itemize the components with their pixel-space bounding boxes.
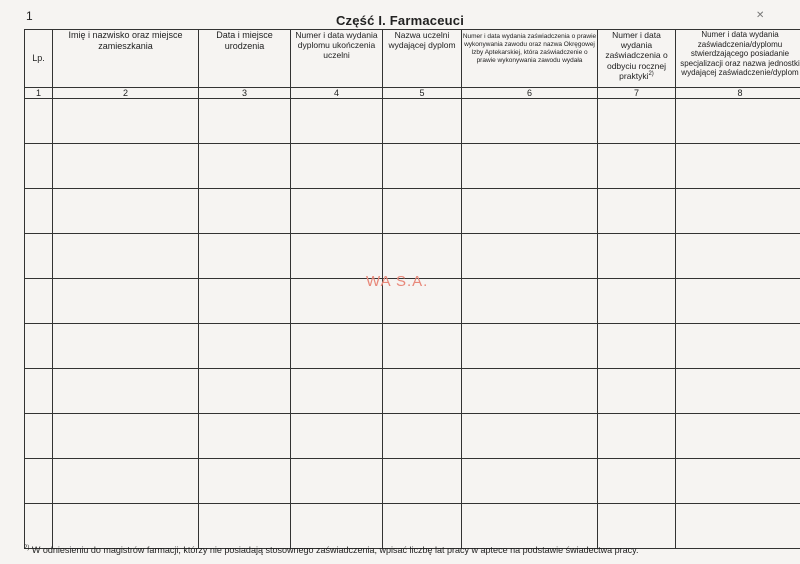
empty-entry-cell — [291, 189, 383, 234]
column-header-university: Nazwa uczelni wydającej dyplom — [383, 30, 462, 88]
empty-entry-cell — [291, 324, 383, 369]
empty-entry-cell — [199, 369, 291, 414]
empty-entry-cell — [291, 99, 383, 144]
empty-entry-cell — [676, 459, 800, 504]
empty-entry-cell — [25, 234, 53, 279]
empty-entry-cell — [199, 459, 291, 504]
table-row — [25, 414, 800, 459]
empty-entry-cell — [25, 459, 53, 504]
empty-entry-cell — [598, 369, 676, 414]
table-row — [25, 99, 800, 144]
table-row — [25, 504, 800, 549]
empty-entry-cell — [383, 369, 462, 414]
empty-entry-cell — [598, 324, 676, 369]
empty-entry-cell — [676, 279, 800, 324]
empty-entry-cell — [199, 189, 291, 234]
empty-entry-cell — [462, 99, 598, 144]
column-number: 3 — [199, 88, 291, 99]
empty-entry-cell — [53, 324, 199, 369]
empty-entry-cell — [462, 459, 598, 504]
empty-entry-cell — [462, 189, 598, 234]
empty-entry-cell — [53, 504, 199, 549]
footnote-text: W odniesieniu do magistrów farmacji, którzy nie posiadają stosownego zaświadczenia, wpisać liczbę lat pracy w aptece na podstawie świadectwa pracy. — [29, 545, 639, 555]
empty-entry-cell — [676, 99, 800, 144]
empty-entry-cell — [25, 324, 53, 369]
column-number: 5 — [383, 88, 462, 99]
empty-entry-cell — [383, 459, 462, 504]
page-title: Część I. Farmaceuci — [335, 13, 465, 28]
column-number: 8 — [676, 88, 800, 99]
empty-entry-cell — [462, 369, 598, 414]
empty-entry-cell — [462, 504, 598, 549]
column-number-row — [25, 88, 800, 99]
empty-entry-cell — [25, 144, 53, 189]
empty-entry-cell — [25, 189, 53, 234]
empty-entry-cell — [53, 189, 199, 234]
column-number: 7 — [598, 88, 676, 99]
column-header-specialization — [676, 30, 800, 88]
empty-entry-cell — [291, 234, 383, 279]
column-header-practice-text: Numer i data wydania zaświadczenia o odbyciu rocznej praktyki — [605, 30, 668, 81]
empty-entry-cell — [462, 279, 598, 324]
empty-entry-cell — [291, 369, 383, 414]
empty-entry-cell — [462, 324, 598, 369]
footnote-marker: 2) — [24, 545, 30, 551]
empty-entry-cell — [199, 99, 291, 144]
column-number: 4 — [291, 88, 383, 99]
empty-entry-cell — [53, 279, 199, 324]
empty-entry-cell — [598, 189, 676, 234]
column-header-specialization-line: Numer i data wydania — [701, 30, 779, 39]
empty-entry-cell — [53, 144, 199, 189]
empty-entry-cell — [199, 414, 291, 459]
empty-entry-cell — [199, 504, 291, 549]
column-header-specialization-line: stwierdzającego posiadanie — [690, 49, 790, 59]
empty-entry-cell — [383, 234, 462, 279]
column-header-diploma: Numer i data wydania dyplomu ukończenia uczelni — [291, 30, 383, 88]
empty-entry-cell — [676, 369, 800, 414]
empty-entry-cell — [53, 459, 199, 504]
empty-entry-cell — [676, 414, 800, 459]
table-row — [25, 369, 800, 414]
empty-entry-cell — [199, 234, 291, 279]
empty-entry-cell — [199, 144, 291, 189]
empty-entry-cell — [598, 504, 676, 549]
empty-entry-cell — [291, 504, 383, 549]
empty-entry-cell — [462, 234, 598, 279]
column-header-specialization-line: wydającej zaświadczenie/dyplom — [681, 68, 799, 78]
watermark-stamp: WA S.A. — [366, 273, 429, 290]
page-number: 1 — [26, 9, 33, 23]
column-header-practice — [598, 30, 676, 88]
table-row — [25, 324, 800, 369]
empty-entry-cell — [383, 144, 462, 189]
empty-entry-cell — [462, 414, 598, 459]
empty-entry-cell — [25, 369, 53, 414]
column-header-license: Numer i data wydania zaświadczenia o prawie wykonywania zawodu oraz nazwa Okręgowej Izby Aptekarskiej, która zaświadczenie o prawie wykonywania zawodu wydała — [462, 30, 598, 88]
table-row — [25, 234, 800, 279]
corner-mark: ✕ — [756, 10, 765, 21]
empty-entry-cell — [53, 414, 199, 459]
empty-entry-cell — [598, 279, 676, 324]
empty-entry-cell — [383, 414, 462, 459]
empty-entry-cell — [676, 189, 800, 234]
empty-entry-cell — [291, 459, 383, 504]
empty-entry-cell — [383, 504, 462, 549]
table-row — [25, 459, 800, 504]
empty-entry-cell — [383, 189, 462, 234]
column-header-name-address: Imię i nazwisko oraz miejsce zamieszkania — [53, 30, 199, 88]
header-row — [25, 30, 800, 88]
empty-entry-cell — [676, 144, 800, 189]
empty-entry-cell — [383, 324, 462, 369]
empty-entry-cell — [676, 504, 800, 549]
empty-entry-cell — [199, 324, 291, 369]
empty-entry-cell — [598, 414, 676, 459]
empty-entry-cell — [676, 324, 800, 369]
footnote — [24, 545, 638, 555]
empty-entry-cell — [383, 99, 462, 144]
empty-entry-cell — [598, 144, 676, 189]
empty-entry-cell — [25, 414, 53, 459]
empty-entry-cell — [199, 279, 291, 324]
column-header-specialization-line: zaświadczenia/dyplomu — [697, 39, 783, 49]
empty-entry-cell — [53, 369, 199, 414]
table-row — [25, 189, 800, 234]
table-body — [25, 99, 800, 549]
empty-entry-cell — [25, 99, 53, 144]
column-number: 2 — [53, 88, 199, 99]
empty-entry-cell — [25, 279, 53, 324]
column-number: 6 — [462, 88, 598, 99]
empty-entry-cell — [291, 414, 383, 459]
empty-entry-cell — [598, 99, 676, 144]
empty-entry-cell — [462, 144, 598, 189]
empty-entry-cell — [53, 99, 199, 144]
column-header-birth: Data i miejsce urodzenia — [199, 30, 291, 88]
column-header-specialization-line: specjalizacji oraz nazwa jednostki — [680, 58, 800, 68]
empty-entry-cell — [676, 234, 800, 279]
empty-entry-cell — [291, 144, 383, 189]
empty-entry-cell — [598, 234, 676, 279]
table-row — [25, 144, 800, 189]
column-header-practice-footnote-ref: 2) — [648, 70, 654, 77]
column-header-lp: Lp. — [25, 30, 53, 88]
empty-entry-cell — [53, 234, 199, 279]
empty-entry-cell — [25, 504, 53, 549]
empty-entry-cell — [598, 459, 676, 504]
column-number: 1 — [25, 88, 53, 99]
